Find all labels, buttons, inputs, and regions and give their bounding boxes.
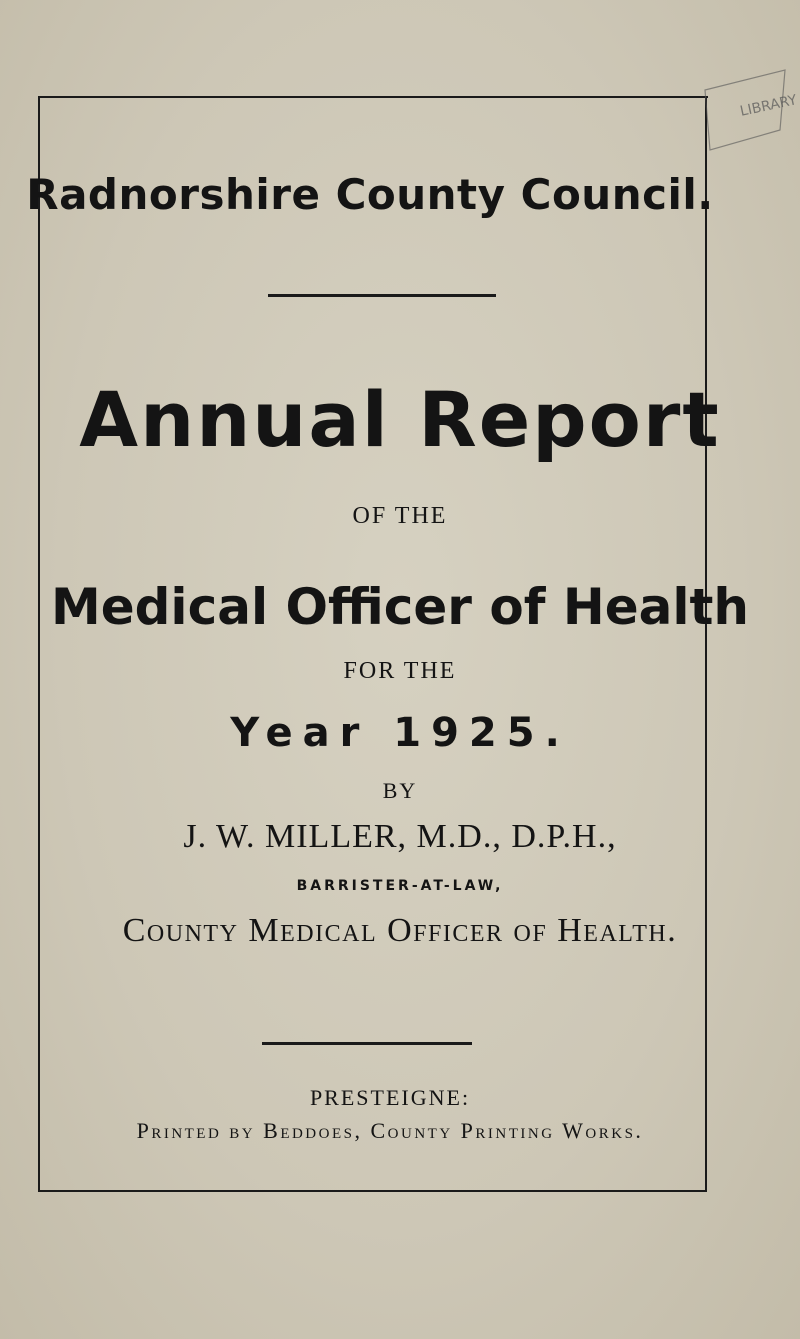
council-name: Radnorshire County Council. [26,170,714,219]
stamp-text: LIBRARY [738,92,799,120]
divider-top [268,294,496,297]
report-subject: Medical Officer of Health [50,578,750,636]
border-left [38,96,40,1192]
for-the-text: FOR THE [343,658,457,684]
author-role: County Medical Officer of Health. [122,912,678,949]
divider-bottom [262,1042,472,1045]
report-year: Year 1925. [230,710,570,756]
border-top [38,96,708,98]
of-the-text: OF THE [352,503,448,529]
report-title: Annual Report [79,375,721,464]
border-bottom [38,1190,707,1192]
author-qualification: BARRISTER-AT-LAW, [296,878,504,894]
by-text: BY [382,778,418,803]
author-name: J. W. MILLER, M.D., D.P.H., [183,818,617,855]
place-of-printing: PRESTEIGNE: [309,1085,471,1110]
library-stamp [700,60,799,160]
printer-credit: Printed by Beddoes, County Printing Works. [136,1118,644,1143]
border-right [705,96,707,1192]
